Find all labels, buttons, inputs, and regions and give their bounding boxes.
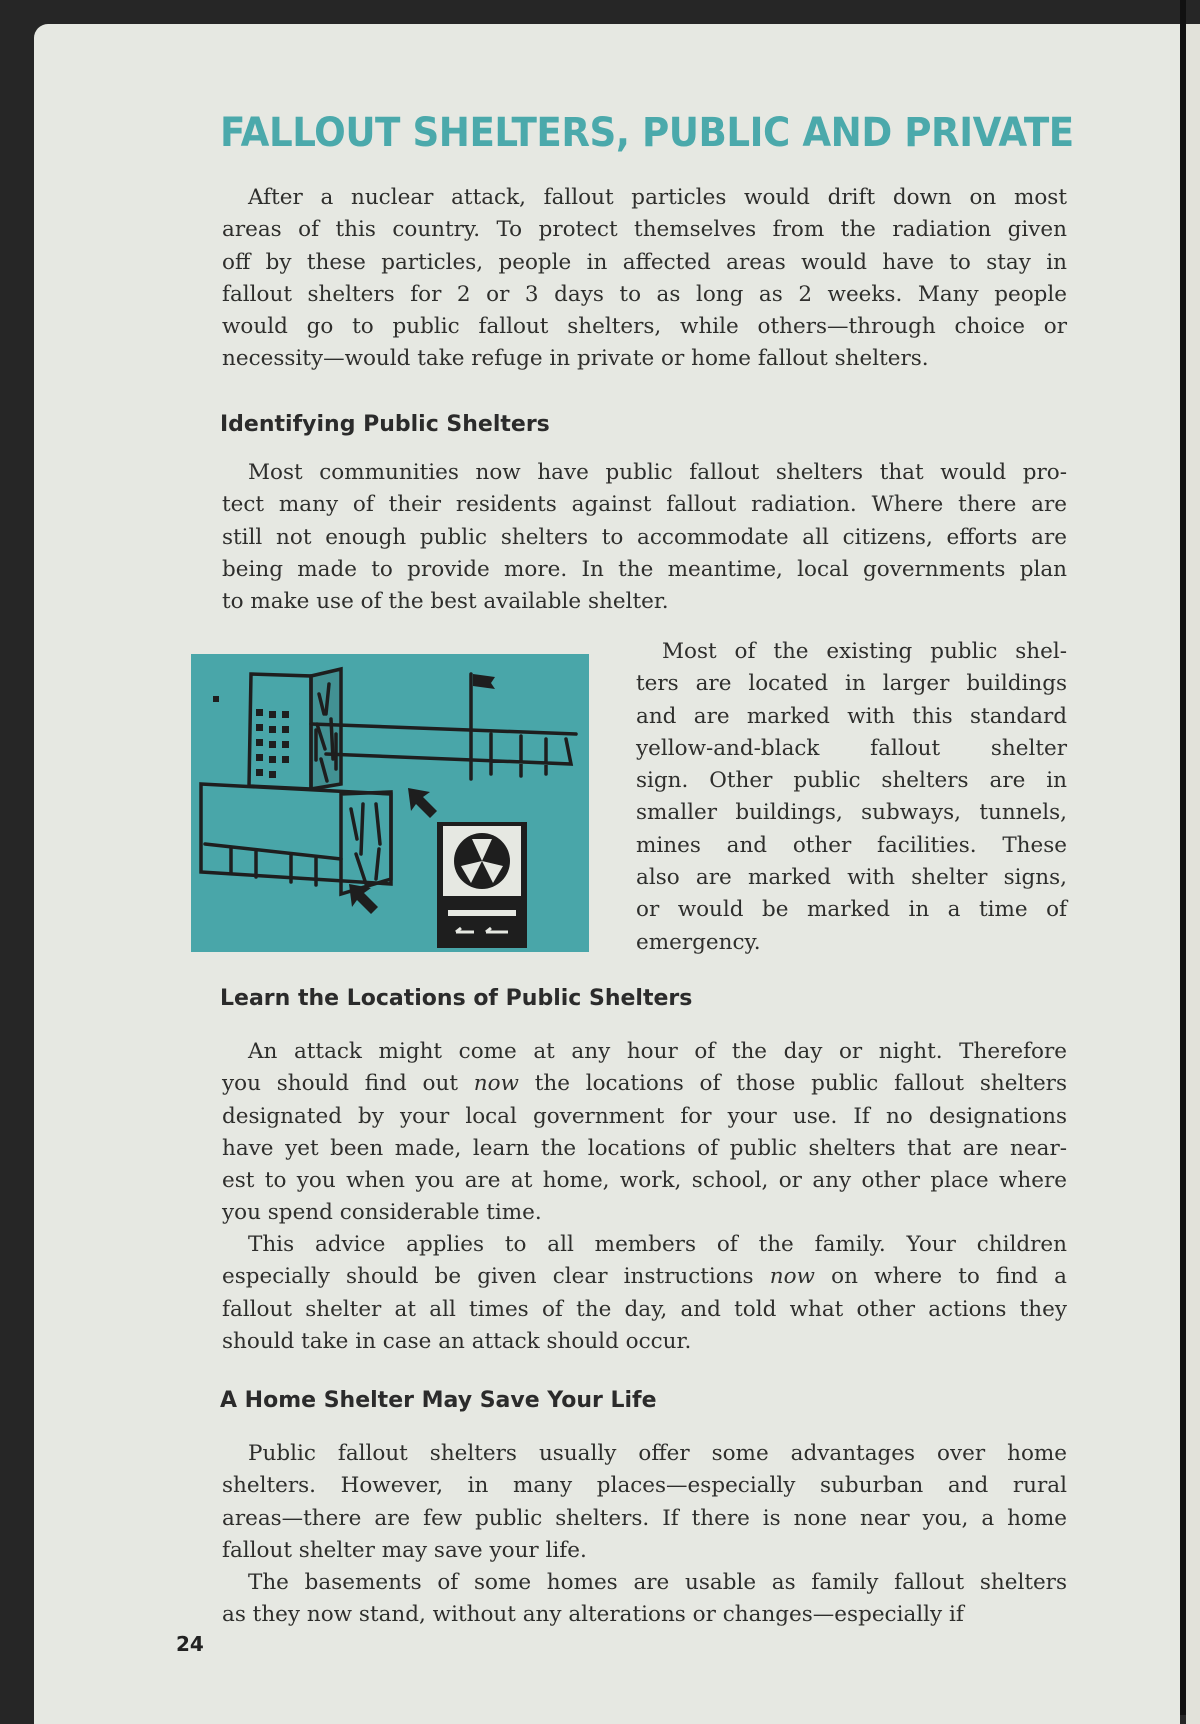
text-line: as they now stand, without any alterations or changes—especially if: [222, 1602, 964, 1628]
text-line: necessity—would take refuge in private or home fallout shelters.: [222, 346, 929, 372]
text-line: off by these particles, people in affected areas would have to stay in: [222, 249, 1067, 275]
facing-page-edge: [1186, 24, 1200, 1724]
text-line: est to you when you are at home, work, school, or any other place where: [222, 1168, 1067, 1194]
text-line: This advice applies to all members of the family. Your children: [248, 1232, 1067, 1257]
text-line: and are marked with this standard: [636, 703, 1067, 729]
section-heading-home-shelter: A Home Shelter May Save Your Life: [220, 1388, 657, 1413]
fallout-shelter-sign-icon: [454, 833, 510, 889]
page-number: 24: [176, 1632, 204, 1656]
text-line: to make use of the best available shelter.: [222, 589, 669, 615]
paragraph-beside-illustration: [636, 636, 1067, 959]
text-line: fallout shelter may save your life.: [222, 1537, 587, 1563]
text-line: would go to public fallout shelters, while others—through choice or: [222, 314, 1067, 340]
text-line: areas of this country. To protect themselves from the radiation given: [222, 217, 1067, 243]
text-line: Public fallout shelters usually offer some advantages over home: [248, 1441, 1067, 1466]
text-line: you spend considerable time.: [222, 1200, 542, 1226]
text-line: should take in case an attack should occur.: [222, 1328, 692, 1354]
text-line: designated by your local government for your use. If no designations: [222, 1103, 1067, 1129]
paragraph: [222, 1229, 1067, 1358]
text-line: fallout shelters for 2 or 3 days to as long as 2 weeks. Many people: [222, 281, 1067, 307]
text-line: shelters. However, in many places—especially suburban and rural: [222, 1473, 1067, 1499]
text-line: The basements of some homes are usable as family fallout shelters: [248, 1570, 1067, 1595]
section-heading-identifying: Identifying Public Shelters: [220, 412, 550, 437]
text-line: An attack might come at any hour of the day or night. Therefore: [248, 1039, 1067, 1064]
text-line: ters are located in larger buildings: [636, 671, 1067, 697]
text-line: Most of the existing public shel-: [662, 639, 1067, 664]
text-line: After a nuclear attack, fallout particles would drift down on most: [248, 185, 1067, 210]
text-line: especially should be given clear instructions now on where to find a: [222, 1264, 1067, 1290]
text-line: tect many of their residents against fallout radiation. Where there are: [222, 492, 1067, 518]
text-line: or would be marked in a time of: [636, 897, 1067, 923]
text-line: also are marked with shelter signs,: [636, 865, 1067, 891]
page-title: FALLOUT SHELTERS, PUBLIC AND PRIVATE: [220, 110, 1074, 156]
text-line: yellow-and-black fallout shelter: [636, 735, 1067, 761]
text-line: sign. Other public shelters are in: [636, 768, 1067, 794]
text-line: mines and other facilities. These: [636, 832, 1067, 858]
text-line: still not enough public shelters to accommodate all citizens, efforts are: [222, 524, 1067, 550]
paragraph: [222, 1036, 1067, 1230]
paragraph: [222, 1567, 1067, 1632]
text-line: Most communities now have public fallout shelters that would pro-: [248, 460, 1067, 485]
paragraph: [222, 457, 1067, 618]
text-line: have yet been made, learn the locations of public shelters that are near-: [222, 1135, 1067, 1161]
text-line: being made to provide more. In the meantime, local governments plan: [222, 556, 1067, 582]
shelter-illustration: [191, 654, 589, 952]
text-line: fallout shelter at all times of the day, and told what other actions they: [222, 1296, 1067, 1322]
intro-paragraph: [222, 182, 1067, 376]
text-line: smaller buildings, subways, tunnels,: [636, 800, 1067, 826]
paragraph: [222, 1438, 1067, 1567]
text-line: areas—there are few public shelters. If there is none near you, a home: [222, 1505, 1067, 1531]
text-line: you should find out now the locations of those public fallout shelters: [222, 1071, 1067, 1097]
text-line: emergency.: [636, 929, 761, 955]
section-heading-learn-locations: Learn the Locations of Public Shelters: [220, 986, 693, 1011]
